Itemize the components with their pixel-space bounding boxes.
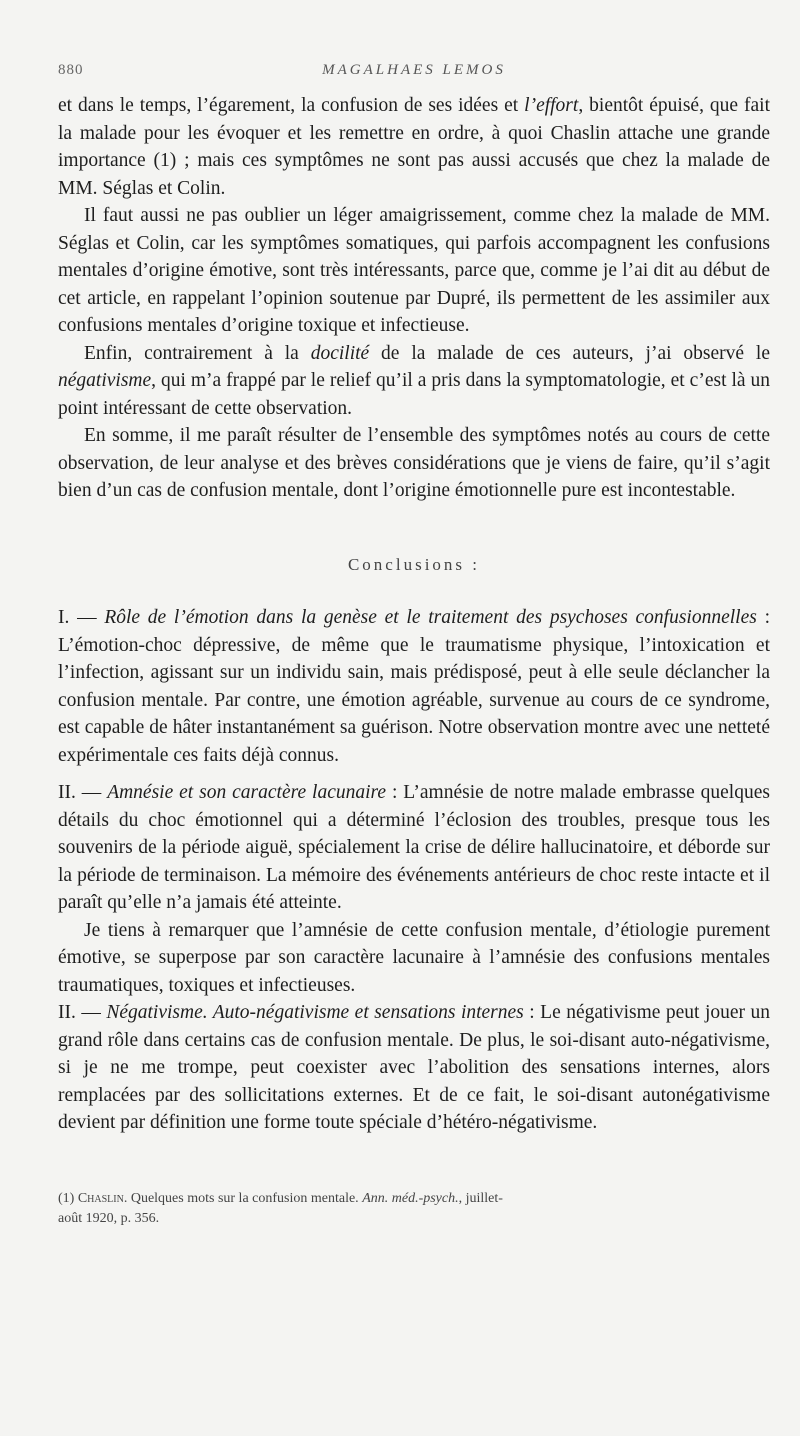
- footnote-marker: (1): [58, 1190, 78, 1206]
- running-title: MAGALHAES LEMOS: [322, 62, 506, 78]
- footnote-text-a: . Quelques mots sur la confusion mentale.: [123, 1190, 363, 1206]
- paragraph-3: [58, 340, 770, 423]
- footnote: [58, 1189, 770, 1229]
- conclusion-2-text: : L’amnésie de notre malade embrasse quelques détails du choc émotionnel qui a déterminé l’éclosion des troubles, presque tous les souvenirs de la période aiguë, spécialement la crise de délire hallucinatoire, et déborde sur la période de terminaison. La mémoire des événements antérieurs de choc reste intacte et il paraît qu’elle n’a jamais été atteinte.: [58, 782, 770, 913]
- running-header: [58, 62, 770, 92]
- conclusion-1-number: I. —: [58, 607, 105, 628]
- paragraph-1-text-a: et dans le temps, l’égarement, la confusion de ses idées et: [58, 95, 525, 116]
- conclusions-heading: Conclusions :: [347, 554, 481, 574]
- footnote-journal: Ann. méd.-psych.: [362, 1190, 459, 1206]
- conclusion-1-text: : L’émotion-choc dépressive, de même que le traumatisme physique, l’intoxication et l’infection, agissant sur un individu sain, mais prédisposé, peut à elle seule déclancher la confusion mentale. Par contre, une émotion agréable, survenue au cours de ce syndrome, est capable de hâter instantanément sa guérison. Notre observation montre avec une netteté expérimentale ces faits déjà connus.: [58, 607, 770, 766]
- paragraph-3-emphasis-negativisme: négativisme: [58, 370, 152, 391]
- paragraph-1: [58, 92, 770, 202]
- paragraph-1-text-b: , bientôt épuisé, que fait la malade pour les évoquer et les remettre en ordre, à quoi Chaslin attache une grande importance (1) ; mais ces symptômes ne sont pas aussi accusés que chez la malade de MM. Séglas et Colin.: [58, 95, 770, 199]
- page-number: 880: [58, 62, 84, 78]
- footnote-text-c: août 1920, p. 356.: [58, 1210, 160, 1226]
- conclusion-3-number: II. —: [58, 1002, 107, 1023]
- paragraph-3-emphasis-docilite: docilité: [310, 342, 370, 364]
- paragraph-3-text-c: , qui m’a frappé par le relief qu’il a pris dans la symptomatologie, et c’est là un point intéressant de cette observation.: [58, 370, 770, 419]
- conclusion-2-followup: Je tiens à remarquer que l’amnésie de cette confusion mentale, d’étiologie purement émotive, se superpose par son caractère lacunaire à l’amnésie des confusions mentales traumatiques, toxiques et infectieuses.: [58, 919, 770, 996]
- conclusion-2-number: II. —: [58, 782, 108, 803]
- paragraph-2: Il faut aussi ne pas oublier un léger amaigrissement, comme chez la malade de MM. Séglas et Colin, car les symptômes somatiques, qui parfois accompagnent les confusions mentales d’origine émotive, sont très intéressants, parce que, comme je l’ai dit au début de cet article, en rappelant l’opinion soutenue par Dupré, ils permettent de les assimiler aux confusions mentales d’origine toxique et infectieuse.: [58, 205, 770, 336]
- conclusion-1-title: Rôle de l’émotion dans la genèse et le traitement des psychoses confusionnelles: [104, 607, 757, 628]
- paragraph-1-emphasis: l’effort: [524, 95, 579, 116]
- footnote-author: Chaslin: [77, 1190, 124, 1206]
- conclusion-2: [58, 779, 770, 917]
- conclusion-1: [58, 604, 770, 769]
- paragraph-3-text-b: de la malade de ces auteurs, j’ai observé le: [369, 342, 770, 364]
- paragraph-3-text-a: Enfin, contrairement à la: [84, 342, 311, 364]
- conclusion-3-text: : Le négativisme peut jouer un grand rôle dans certains cas de confusion mentale. De plus, le soi-disant auto-négativisme, si je ne me trompe, peut coexister avec l’abolition des sensations internes, alors remplacées par des sollicitations externes. Et de ce fait, le soi-disant autonégativisme devient par définition une forme toute spéciale d’hétéro-négativisme.: [58, 1002, 770, 1133]
- paragraph-4: En somme, il me paraît résulter de l’ensemble des symptômes notés au cours de cette observation, de leur analyse et des brèves considérations que je viens de faire, qu’il s’agit bien d’un cas de confusion mentale, dont l’origine émotionnelle pure est incontestable.: [58, 425, 770, 501]
- conclusion-2-title: Amnésie et son caractère lacunaire: [107, 782, 387, 803]
- footnote-text-b: , juillet-: [458, 1190, 503, 1206]
- book-page: [58, 62, 770, 1229]
- conclusion-3: [58, 999, 770, 1137]
- conclusion-3-title: Négativisme. Auto-négativisme et sensations internes: [106, 1002, 524, 1023]
